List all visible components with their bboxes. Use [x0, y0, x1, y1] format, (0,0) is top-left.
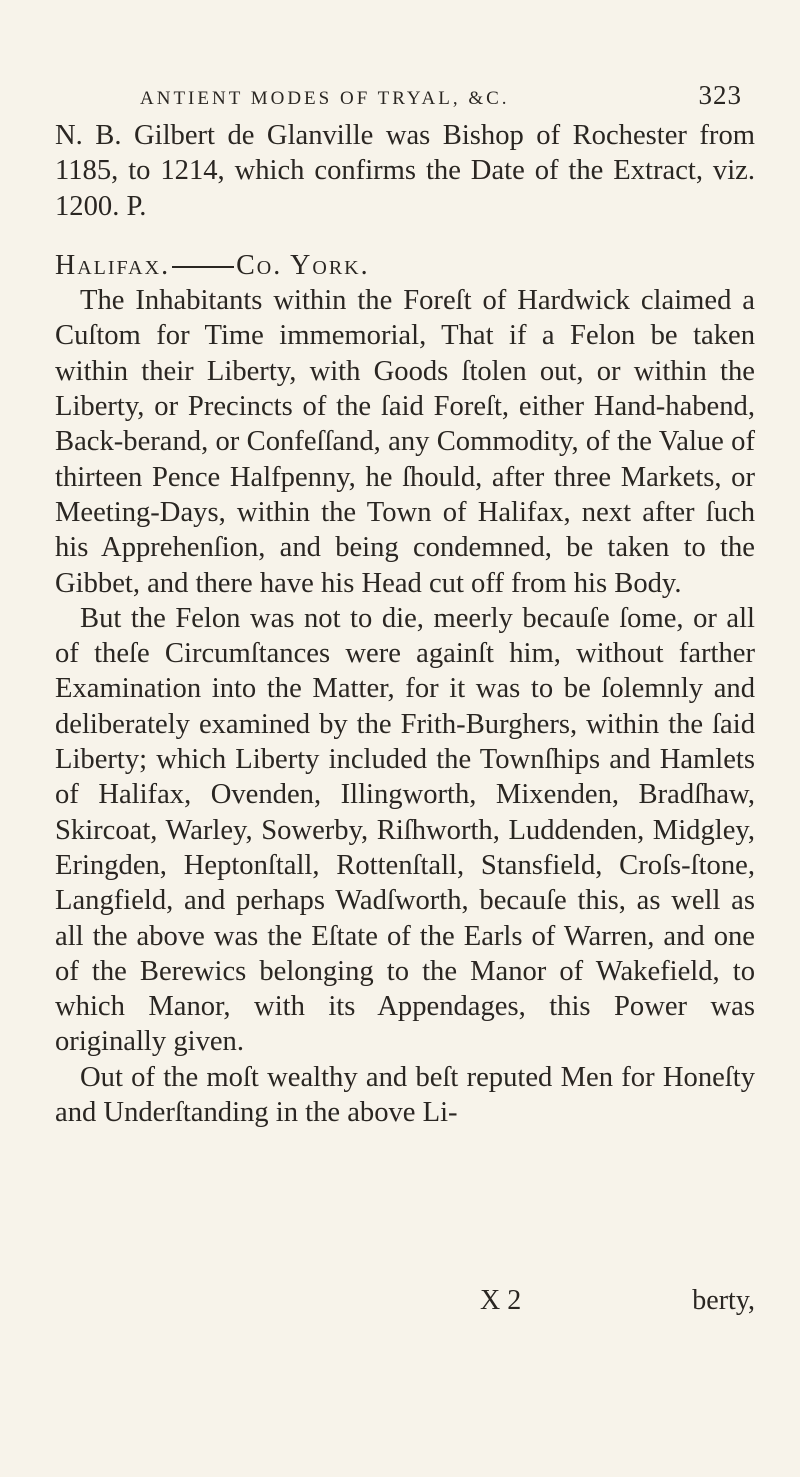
section-heading — [55, 248, 755, 283]
paragraph-1: The Inhabitants within the Foreſt of Hardwick claimed a Cuſtom for Time immemorial, That if a Felon be taken within their Liberty, with Goods ſtolen out, or within the Liberty, or Precincts of the ſaid Foreſt, either Hand-habend, Back-berand, or Confeſſand, any Commodity, of the Value of thirteen Pence Halfpenny, he ſhould, after three Markets, or Meeting-Days, within the Town of Halifax, next after ſuch his Apprehenſion, and being condemned, be taken to the Gibbet, and there have his Head cut off from his Body. — [55, 285, 755, 599]
heading-dash — [172, 266, 234, 268]
signature-mark: X 2 — [480, 1285, 522, 1316]
section-head-county: Co. York. — [236, 249, 370, 281]
paragraph-3: Out of the moſt wealthy and beſt reputed Men for Honeſty and Underſtanding in the above Li- — [55, 1061, 755, 1129]
page-number: 323 — [698, 80, 742, 110]
nb-paragraph: N. B. Gilbert de Glanville was Bishop of Rochester from 1185, to 1214, which confirms the Date of the Extract, viz. 1200. P. — [55, 120, 755, 222]
running-title: ANTIENT MODES OF TRYAL, &C. — [140, 88, 510, 109]
running-head — [140, 80, 742, 111]
page-text — [55, 118, 755, 1130]
catchword: berty, — [692, 1285, 755, 1316]
paragraph-2: But the Felon was not to die, meerly becauſe ſome, or all of theſe Circumſtances were againſt him, without farther Examination into the Matter, for it was to be ſolemnly and deliberately examined by the Frith-Burghers, within the ſaid Liberty; which Liberty included the Townſhips and Hamlets of Halifax, Ovenden, Illingworth, Mixenden, Bradſhaw, Skircoat, Warley, Sowerby, Riſhworth, Luddenden, Midgley, Eringden, Heptonſtall, Rottenſtall, Stansfield, Croſs-ſtone, Langfield, and perhaps Wadſworth, becauſe this, as well as all the above was the Eſtate of the Earls of Warren, and one of the Berewics belonging to the Manor of Wakefield, to which Manor, with its Appendages, this Power was originally given. — [55, 602, 755, 1058]
section-head-place: Halifax. — [55, 249, 171, 281]
